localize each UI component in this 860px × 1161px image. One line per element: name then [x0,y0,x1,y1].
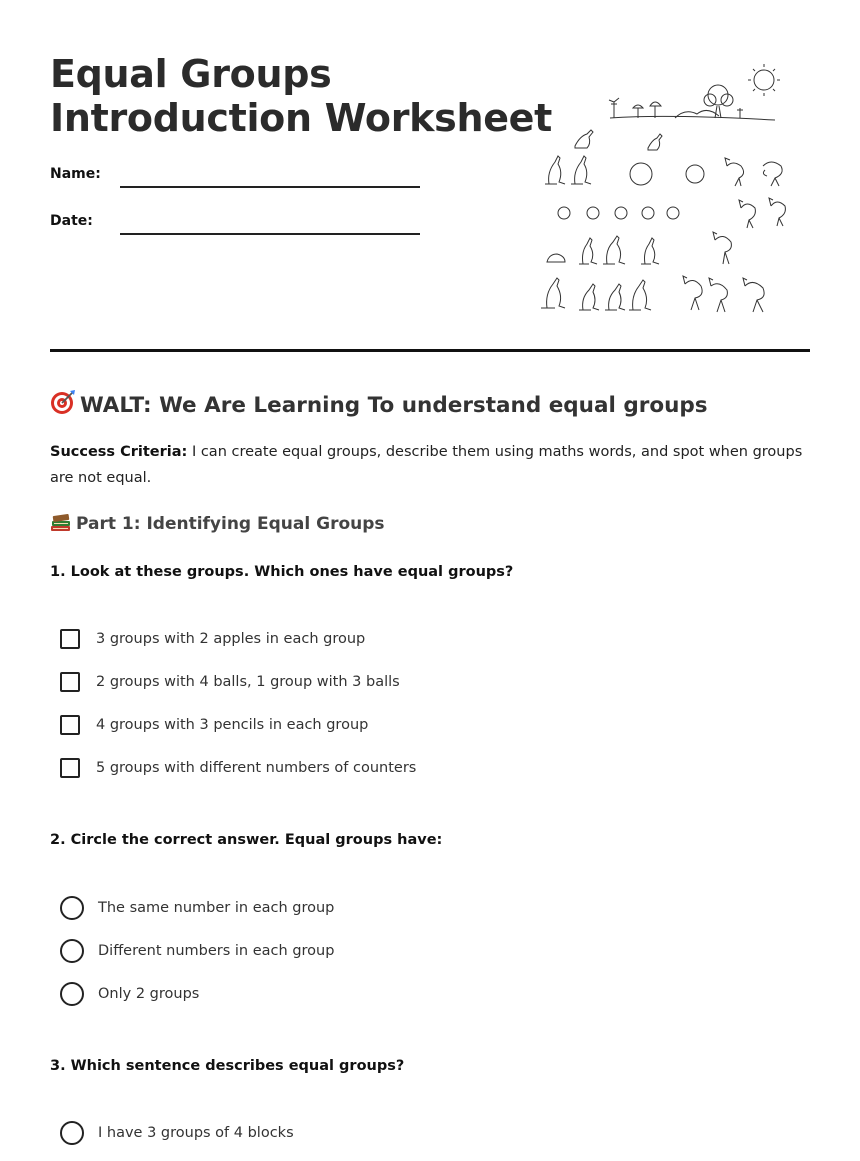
counter-circle-icons [558,207,679,219]
australian-animals-sketch [535,62,795,322]
title-line-2: Introduction Worksheet [50,96,553,140]
q1-option-2-checkbox[interactable] [60,672,80,692]
q1-option-3[interactable] [60,713,368,737]
success-criteria [50,439,810,491]
kangaroo-small-icons [575,130,662,150]
q2-option-2[interactable] [60,939,334,963]
part1-heading [50,512,385,537]
q2-option-2-radio[interactable] [60,939,84,963]
q1-option-2[interactable] [60,670,400,694]
success-criteria-text: I can create equal groups, describe them using maths words, and spot when groups are not equal. [50,444,803,486]
q2-option-2-label: Different numbers in each group [98,943,335,959]
name-label: Name: [50,166,101,182]
date-label: Date: [50,213,93,229]
q2-option-1-radio[interactable] [60,896,84,920]
ball-large-icon-2 [686,165,704,183]
q3-option-1-label: I have 3 groups of 4 blocks [98,1125,294,1141]
name-field[interactable] [120,186,420,188]
part1-title: Part 1: Identifying Equal Groups [76,514,385,534]
q1-option-1[interactable] [60,627,365,651]
q1-option-3-label: 4 groups with 3 pencils in each group [96,717,369,733]
books-icon [50,512,76,537]
q2-option-3[interactable] [60,982,199,1006]
q2-option-3-label: Only 2 groups [98,986,200,1002]
kangaroo-icons-row-4 [547,236,659,264]
sun-icon [748,64,780,96]
kangaroo-icons-row-2 [545,156,591,184]
landscape-sketch [609,85,775,120]
q1-option-4[interactable] [60,756,416,780]
title-line-1: Equal Groups [50,52,332,96]
ball-large-icon-1 [630,163,652,185]
q3-option-1[interactable] [60,1121,294,1145]
emu-icons-row-5 [683,276,764,312]
worksheet-title [50,52,552,140]
q1-option-4-label: 5 groups with different numbers of counters [96,760,417,776]
kangaroo-icons-row-5 [541,278,651,310]
q3-option-1-radio[interactable] [60,1121,84,1145]
q1-option-1-checkbox[interactable] [60,629,80,649]
question-1: 1. Look at these groups. Which ones have equal groups? [50,564,514,580]
emu-icons-row-3 [739,198,785,228]
walt-heading [50,389,708,421]
emu-icon-row-4 [713,232,731,264]
date-field[interactable] [120,233,420,235]
target-icon [50,389,80,421]
q1-option-3-checkbox[interactable] [60,715,80,735]
emu-icons-row-2 [725,158,782,186]
question-2: 2. Circle the correct answer. Equal groups have: [50,832,443,848]
q1-option-2-label: 2 groups with 4 balls, 1 group with 3 balls [96,674,400,690]
success-criteria-label: Success Criteria: [50,444,188,460]
q2-option-3-radio[interactable] [60,982,84,1006]
q2-option-1[interactable] [60,896,334,920]
walt-text: WALT: We Are Learning To understand equal groups [80,393,708,418]
q1-option-4-checkbox[interactable] [60,758,80,778]
q2-option-1-label: The same number in each group [98,900,335,916]
q1-option-1-label: 3 groups with 2 apples in each group [96,631,366,647]
header-divider [50,349,810,352]
question-3: 3. Which sentence describes equal groups? [50,1058,405,1074]
